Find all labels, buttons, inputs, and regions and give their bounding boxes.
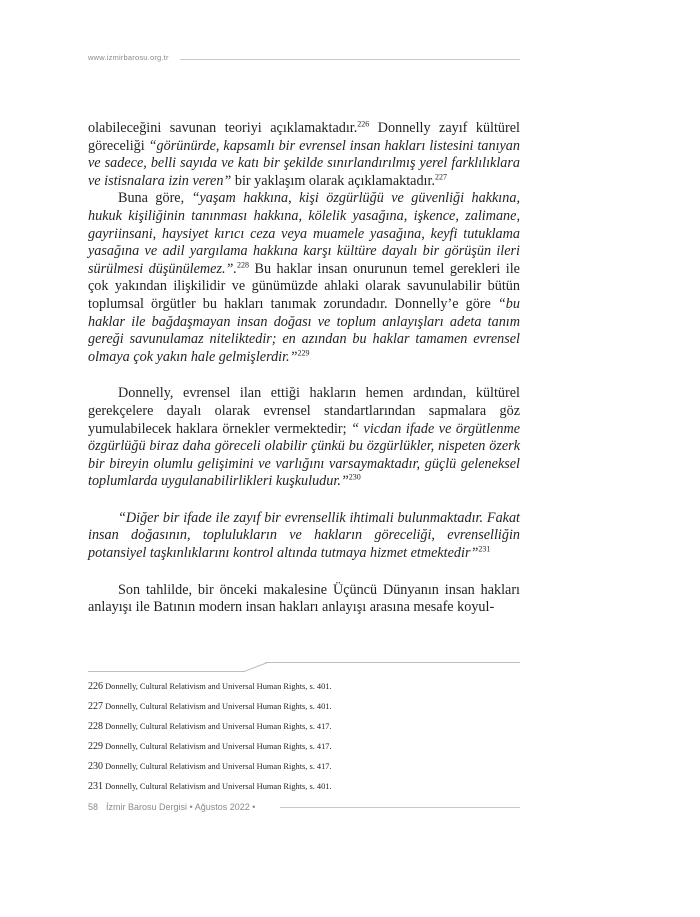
quote-text: “yaşam hakkına, kişi özgürlüğü ve güvenliği hakkına, hukuk kişiliğinin tanınması hakkına, kölelik yasağına, işkence, zalimane, gayriinsani, haysiyet kırıcı ceza veya muamele yasağına, keyfi tutuklama yasağına ve adil yargılama hakkına karşı kültüre dayalı bir görüşün ileri sürülmesi düşünülemez.”. [88, 190, 520, 277]
footnote-ref: 226 [357, 119, 370, 129]
paragraph [88, 385, 520, 491]
footnote-ref: 227 [435, 172, 447, 182]
footnote-text: Donnelly, Cultural Relativism and Universal Human Rights, s. 417. [105, 762, 332, 771]
paragraph-text: Donnelly, evrensel ilan ettiği hakların hemen ardından, kültürel gerekçelere dayalı olarak evrensel standartlarından sapmalara göz yumulabilecek haklara örnekler vermektedir; [88, 385, 520, 437]
footnote [88, 782, 520, 802]
page-number: 58 [88, 802, 99, 812]
footer-rule [280, 807, 520, 808]
footnote-separator-right [265, 662, 520, 663]
footnote-separator-slant [244, 662, 267, 672]
paragraph-text: Bu haklar insan onurunun temel gerekleri ile çok yakından ilişkilidir ve günümüzde ahlaki olarak savunulabilir bütün toplumsal örgütler bu hakları tanımak zorundadır. Donnelly’e göre [88, 260, 520, 312]
footnote-text: Donnelly, Cultural Relativism and Universal Human Rights, s. 401. [105, 782, 332, 791]
paragraph-text: Son tahlilde, bir önceki makalesine Üçüncü Dünyanın insan hakları anlayışı ile Batının modern insan hakları anlayışı arasına mesafe koyul- [88, 581, 520, 616]
footnote [88, 702, 520, 722]
paragraph [88, 190, 520, 366]
footnote [88, 742, 520, 762]
footnote [88, 682, 520, 702]
footnote-ref: 229 [297, 347, 310, 357]
journal-title: İzmir Barosu Dergisi • Ağustos 2022 • [106, 802, 256, 812]
footnote-text: Donnelly, Cultural Relativism and Universal Human Rights, s. 401. [105, 702, 332, 711]
footnote-ref: 231 [478, 544, 491, 554]
quote-text: “bu haklar ile bağdaşmayan insan doğası ve toplum anlayışları adeta tanım gereği savunulamaz niteliktedir; en azından bu haklar tamamen evrensel olmaya çok yakın hale gelmişlerdir.” [88, 295, 520, 365]
page-footer [88, 802, 255, 812]
body-text [88, 120, 520, 617]
paragraph [88, 510, 520, 563]
quote-text: “ vicdan ifade ve örgütlenme özgürlüğü biraz daha göreceli olabilir çünkü bu özgürlükler, nispeten özerk bir bireyin olumlu gelişimini ve varlığını varsaymaktadır, güçlü geleneksel toplumlarda uygulanabilirlikleri kuşkuludur.” [88, 420, 520, 490]
footnote-number: 227 [88, 701, 103, 712]
paragraph-text: Donnelly zayıf kültürel göreceliği [88, 120, 520, 154]
footnote-text: Donnelly, Cultural Relativism and Universal Human Rights, s. 417. [105, 722, 332, 731]
footnote-ref: 230 [348, 472, 361, 482]
footnote [88, 762, 520, 782]
footnote [88, 722, 520, 742]
footnote-ref: 228 [236, 260, 249, 270]
header-url: www.izmirbarosu.org.tr [88, 53, 169, 62]
footnote-number: 226 [88, 681, 103, 692]
paragraph [88, 120, 520, 190]
footnotes [88, 682, 520, 802]
footnote-text: Donnelly, Cultural Relativism and Universal Human Rights, s. 417. [105, 742, 332, 751]
paragraph-text: bir yaklaşım olarak açıklamaktadır. [231, 172, 435, 189]
footnote-number: 230 [88, 761, 103, 772]
paragraph-text: Buna göre, [118, 190, 192, 207]
footnote-text: Donnelly, Cultural Relativism and Universal Human Rights, s. 401. [105, 682, 332, 691]
footnote-number: 229 [88, 741, 103, 752]
paragraph-text: olabileceğini savunan teoriyi açıklamaktadır. [88, 120, 358, 136]
header-rule [180, 59, 520, 60]
paragraph [88, 582, 520, 617]
footnote-number: 228 [88, 721, 103, 732]
quote-text: “görünürde, kapsamlı bir evrensel insan hakları listesini tanıyan ve sadece, belli sayıda ve katı bir şekilde sınırlandırılmış yerel farklılıklara ve istisnalara izin veren” [88, 137, 520, 189]
footnote-number: 231 [88, 781, 103, 792]
footnote-separator [88, 671, 245, 672]
quote-text: “Diğer bir ifade ile zayıf bir evrensellik ihtimali bulunmaktadır. Fakat insan doğasının, toplulukların ve hakların göreceliği, evrenselliğin potansiyel taşkınlıklarını kontrol altında tutmaya hizmet etmektedir” [88, 509, 520, 562]
